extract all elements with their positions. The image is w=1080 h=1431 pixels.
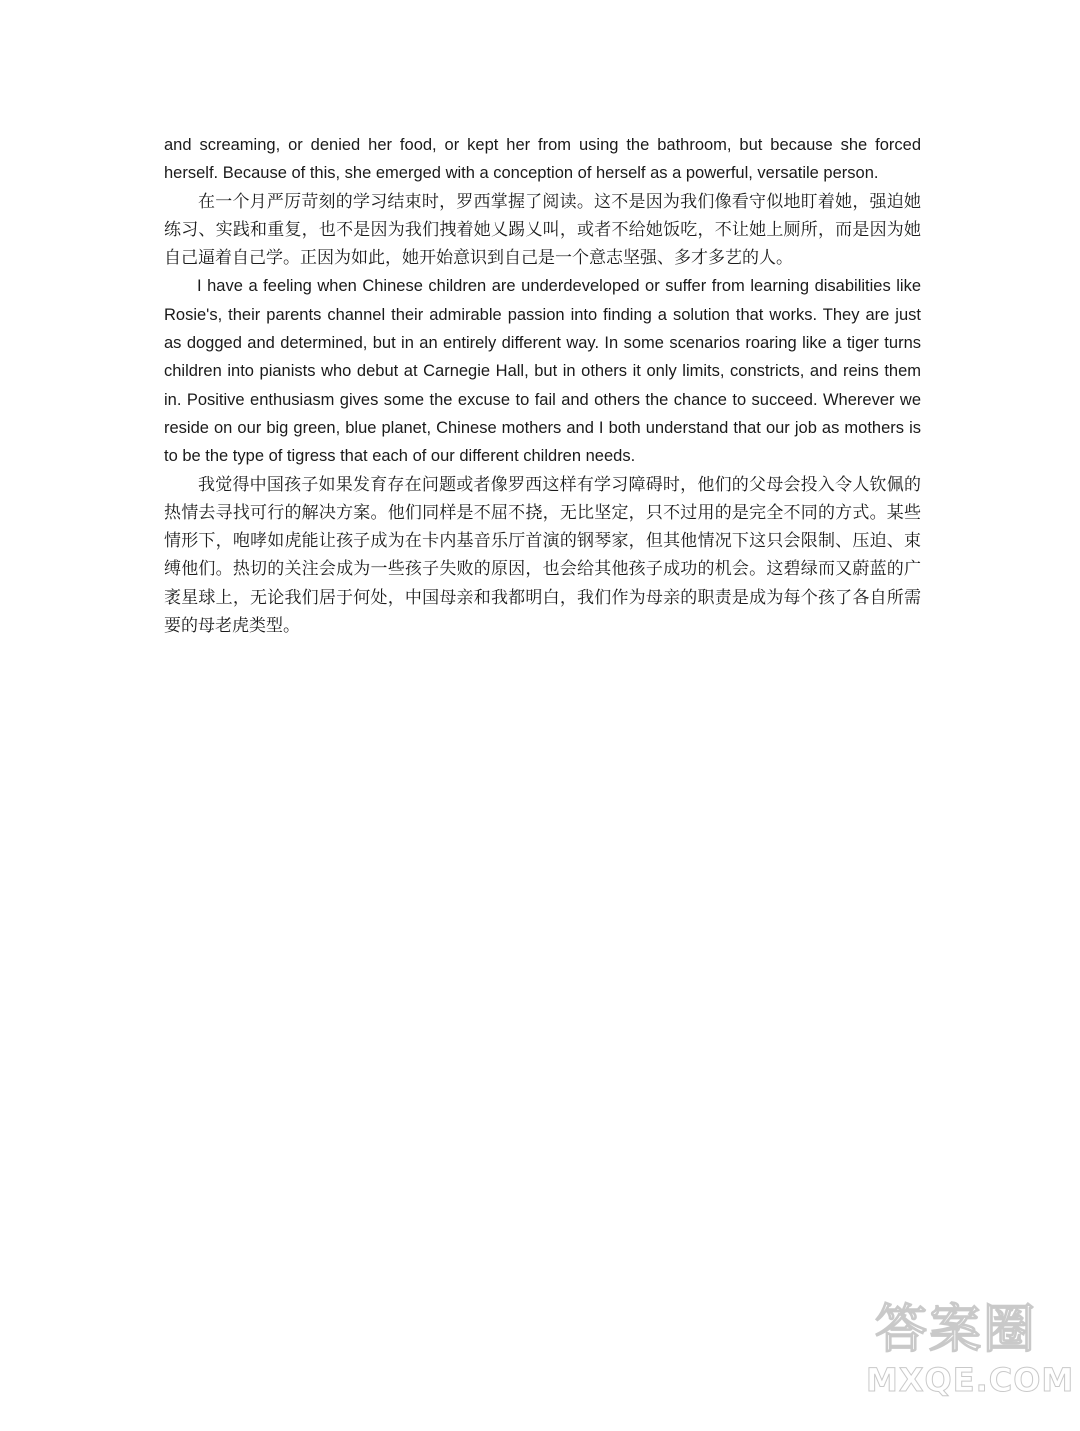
- site-watermark-logo: [866, 1299, 1075, 1409]
- paragraph-english-continuation: and screaming, or denied her food, or kept her from using the bathroom, but because she forced herself. Because of this, she emerged with a conception of herself as a powerful, versatile person.: [164, 136, 921, 183]
- document-body: [164, 131, 921, 640]
- paragraph-english-2: I have a feeling when Chinese children are underdeveloped or suffer from learning disabilities like Rosie's, their parents channel their admirable passion into finding a solution that works. They are just as dogged and determined, but in an entirely different way. In some scenarios roaring like a tiger turns children into pianists who debut at Carnegie Hall, but in others it only limits, constricts, and reins them in. Positive enthusiasm gives some the excuse to fail and others the chance to succeed. Wherever we reside on our big green, blue planet, Chinese mothers and I both understand that our job as mothers is to be the type of tigress that each of our different children needs.: [164, 277, 921, 466]
- watermark-cn-text: 答案圈: [874, 1300, 1037, 1360]
- watermark-en-text: MXQE.COM: [866, 1361, 1075, 1399]
- paragraph-chinese-translation-2: 我觉得中国孩子如果发育存在问题或者像罗西这样有学习障碍时，他们的父母会投入令人钦佩的热情去寻找可行的解决方案。他们同样是不屈不挠，无比坚定，只不过用的是完全不同的方式。某些情形下，咆哮如虎能让孩子成为在卡内基音乐厅首演的钢琴家，但其他情况下这只会限制、压迫、束缚他们。热切的关注会成为一些孩子失败的原因，也会给其他孩子成功的机会。这碧绿而又蔚蓝的广袤星球上，无论我们居于何处，中国母亲和我都明白，我们作为母亲的职责是成为每个孩了各自所需要的母老虎类型。: [164, 474, 921, 637]
- paragraph-chinese-translation-1: 在一个月严厉苛刻的学习结束时，罗西掌握了阅读。这不是因为我们像看守似地盯着她，强迫她练习、实践和重复，也不是因为我们拽着她乂踢乂叫，或者不给她饭吃，不让她上厕所，而是因为她自己逼着自己学。正因为如此，她开始意识到自己是一个意志坚强、多才多艺的人。: [164, 191, 921, 269]
